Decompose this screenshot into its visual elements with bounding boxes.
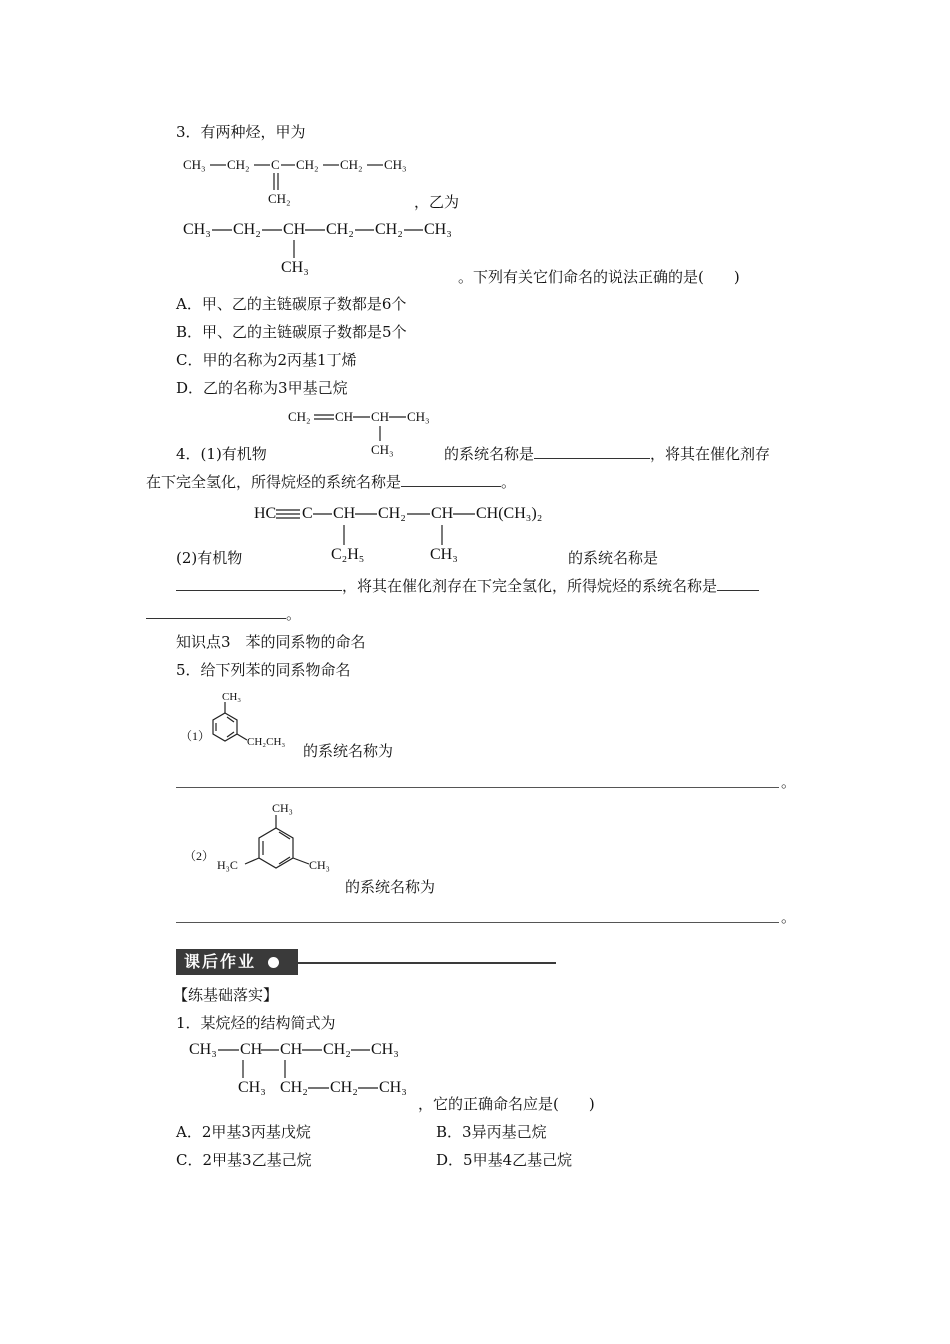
- hw-q1-atom-2: CH: [240, 1041, 263, 1058]
- q3-option-a: A．甲、乙的主链碳原子数都是6个: [176, 295, 407, 313]
- q5-item1-text: 的系统名称为: [303, 742, 394, 760]
- jia-atom-6: CH₃: [384, 157, 407, 172]
- q4-part1-end: 。: [501, 473, 517, 491]
- q4-part2-lead: (2)有机物: [176, 549, 243, 567]
- jia-branch: CH₂: [268, 191, 291, 206]
- hw-q1-option-b: B．3异丙基己烷: [436, 1123, 547, 1141]
- q4a-atom-1: CH₂: [288, 409, 311, 424]
- q4a-atom-4: CH₃: [407, 409, 430, 424]
- q4a-branch: CH₃: [371, 442, 394, 457]
- hw-q1-atom-1: CH₃: [189, 1041, 217, 1058]
- q5-item1-end: 。: [781, 773, 797, 791]
- q4-part2-line2-text: ，将其在催化剂存在下完全氢化，所得烷烃的系统名称是: [342, 577, 718, 595]
- hw-q1-atom-4: CH₂: [323, 1041, 351, 1058]
- hw-q1-option-a: A．2甲基3丙基戊烷: [176, 1123, 311, 1141]
- q4-part1-mid: 的系统名称是: [444, 445, 535, 463]
- q3-yi-label: ，乙为: [414, 193, 460, 211]
- q4b-atom-2: C: [302, 505, 313, 522]
- q3-stem: 3．有两种烃，甲为: [176, 123, 306, 141]
- q4-part2-mid: 的系统名称是: [568, 549, 659, 567]
- q4b-branch-1: C₂H₅: [331, 546, 365, 563]
- q4-part1-lead: 4．(1)有机物: [176, 445, 267, 463]
- q4b-atom-4: CH₂: [378, 505, 406, 522]
- q4a-atom-3: CH: [371, 409, 390, 424]
- q5-item2-text: 的系统名称为: [345, 878, 436, 896]
- q4b-branch-2: CH₃: [430, 546, 458, 563]
- jia-atom-3: C: [271, 157, 280, 172]
- homework-banner-title: 课后作业: [184, 952, 257, 971]
- q4b-atom-5: CH: [431, 505, 454, 522]
- q3-option-d: D．乙的名称为3甲基己烷: [176, 379, 348, 397]
- q5-item2-label: （2）: [184, 849, 215, 863]
- jia-atom-4: CH₂: [296, 157, 319, 172]
- q5-item2-end: 。: [781, 908, 797, 926]
- q4b-atom-3: CH: [333, 505, 356, 522]
- q5-item1-sub-right: CH₂CH₃: [247, 736, 286, 748]
- q5-item1-label: （1）: [180, 729, 211, 743]
- hw-q1-branch-1: CH₃: [238, 1079, 266, 1096]
- hw-q1-option-d: D．5甲基4乙基己烷: [436, 1151, 573, 1169]
- yi-atom-2: CH₂: [233, 221, 261, 238]
- q5-item2-sub-top: CH₃: [272, 801, 293, 815]
- q3-option-b: B．甲、乙的主链碳原子数都是5个: [176, 323, 407, 341]
- jia-atom-5: CH₂: [340, 157, 363, 172]
- yi-atom-5: CH₂: [375, 221, 403, 238]
- q5-item1-sub-top: CH₃: [222, 691, 242, 703]
- hw-q1-branch-2b: CH₂: [330, 1079, 358, 1096]
- q5-stem: 5．给下列苯的同系物命名: [176, 661, 351, 679]
- jia-atom-1: CH₃: [183, 157, 206, 172]
- yi-branch: CH₃: [281, 259, 309, 276]
- yi-atom-6: CH₃: [424, 221, 452, 238]
- yi-atom-1: CH₃: [183, 221, 211, 238]
- hw-q1-question: ，它的正确命名应是( ): [418, 1095, 595, 1113]
- section-3-heading: 知识点3 苯的同系物的命名: [176, 633, 366, 651]
- q4a-atom-2: CH: [335, 409, 354, 424]
- q4-part1-tail: ，将其在催化剂存: [650, 445, 771, 463]
- q5-item2-sub-left: H₃C: [217, 858, 238, 872]
- q5-item2-sub-right: CH₃: [309, 858, 330, 872]
- q3-question: 。下列有关它们命名的说法正确的是( ): [458, 268, 740, 286]
- jia-atom-2: CH₂: [227, 157, 250, 172]
- hw-q1-branch-2a: CH₂: [280, 1079, 308, 1096]
- hw-q1-option-c: C．2甲基3乙基己烷: [176, 1151, 312, 1169]
- hw-q1-stem: 1．某烷烃的结构简式为: [176, 1014, 336, 1032]
- hw-q1-branch-2c: CH₃: [379, 1079, 407, 1096]
- q4-part1-line2-text: 在下完全氢化，所得烷烃的系统名称是: [146, 473, 402, 491]
- yi-atom-4: CH₂: [326, 221, 354, 238]
- hw-q1-atom-3: CH: [280, 1041, 303, 1058]
- q3-option-c: C．甲的名称为2丙基1丁烯: [176, 351, 357, 369]
- q4b-atom-1: HC: [254, 505, 277, 522]
- yi-atom-3: CH: [283, 221, 306, 238]
- hw-q1-atom-5: CH₃: [371, 1041, 399, 1058]
- q4-part2-end: 。: [286, 605, 302, 623]
- homework-subhead: 【练基础落实】: [173, 986, 279, 1004]
- q4b-atom-6: CH(CH₃)₂: [476, 505, 543, 522]
